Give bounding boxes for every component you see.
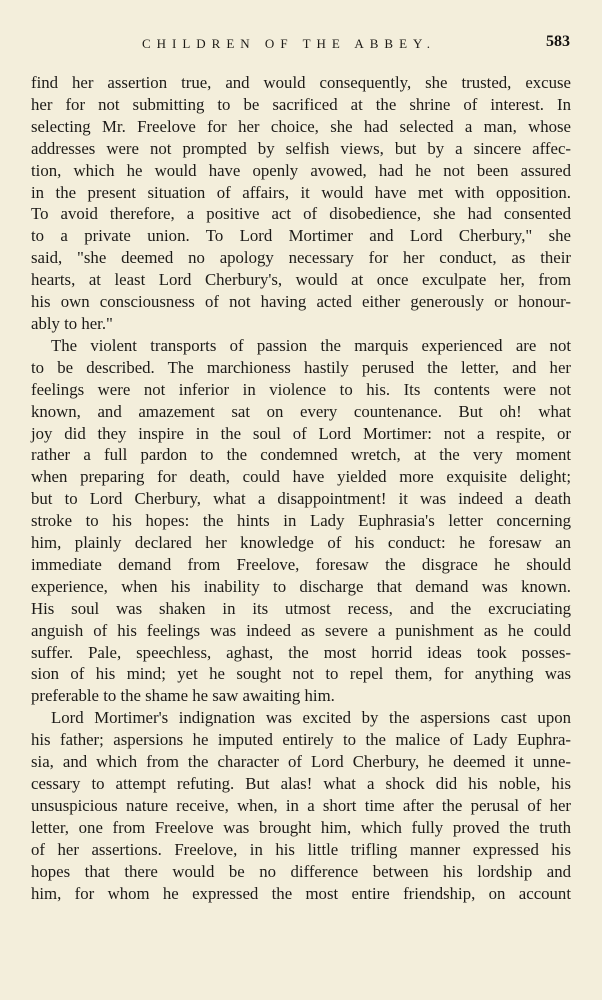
text-line: feelings were not inferior in violence to his. Its contents were not bbox=[31, 379, 571, 399]
text-line: him, plainly declared her knowledge of his conduct: he foresaw an bbox=[31, 533, 571, 553]
text-line: in the present situation of affairs, it would have met with opposition. bbox=[31, 182, 571, 202]
text-line: Lord Mortimer's indignation was excited by the aspersions cast upon bbox=[51, 708, 571, 728]
text-line: his father; aspersions he imputed entirely to the malice of Lady Euphra- bbox=[31, 730, 571, 750]
text-line: hearts, at least Lord Cherbury's, would at once exculpate her, from bbox=[31, 270, 571, 290]
text-line: experience, when his inability to discharge that demand was known. bbox=[31, 576, 571, 596]
text-line: stroke to his hopes: the hints in Lady Euphrasia's letter concerning bbox=[31, 511, 571, 531]
text-line: His soul was shaken in its utmost recess, and the excruciating bbox=[31, 598, 571, 618]
text-line: when preparing for death, could have yielded more exquisite delight; bbox=[31, 467, 571, 487]
text-line: sion of his mind; yet he sought not to repel them, for anything was bbox=[31, 664, 571, 684]
text-line: To avoid therefore, a positive act of disobedience, she had consented bbox=[31, 204, 571, 224]
text-line: ably to her." bbox=[31, 313, 113, 333]
text-line: addresses were not prompted by selfish views, but by a sincere affec- bbox=[31, 138, 571, 158]
running-title: CHILDREN OF THE ABBEY. bbox=[141, 36, 437, 51]
text-line: rather a full pardon to the condemned wretch, at the very moment bbox=[31, 445, 571, 465]
text-line: unsuspicious nature receive, when, in a short time after the perusal of her bbox=[31, 795, 571, 815]
text-line: his own consciousness of not having acted either generously or honour- bbox=[31, 292, 571, 312]
text-line: said, "she deemed no apology necessary for her conduct, as their bbox=[31, 248, 571, 268]
body-text bbox=[31, 72, 571, 904]
paragraph-1 bbox=[31, 72, 571, 335]
text-line: but to Lord Cherbury, what a disappointment! it was indeed a death bbox=[31, 489, 571, 509]
text-line: sia, and which from the character of Lord Cherbury, he deemed it unne- bbox=[31, 752, 571, 772]
text-line: hopes that there would be no difference between his lordship and bbox=[31, 861, 571, 881]
text-line: of her assertions. Freelove, in his little trifling manner expressed his bbox=[31, 839, 571, 859]
text-line: known, and amazement sat on every countenance. But oh! what bbox=[31, 401, 571, 421]
text-line: The violent transports of passion the marquis experienced are not bbox=[51, 335, 571, 355]
text-line: him, for whom he expressed the most entire friendship, on account bbox=[31, 883, 571, 903]
text-line: suffer. Pale, speechless, aghast, the most horrid ideas took posses- bbox=[31, 642, 571, 662]
text-line: anguish of his feelings was indeed as severe a punishment as he could bbox=[31, 620, 571, 640]
text-line: letter, one from Freelove was brought him, which fully proved the truth bbox=[31, 817, 571, 837]
text-line: cessary to attempt refuting. But alas! what a shock did his noble, his bbox=[31, 774, 571, 793]
text-line: to be described. The marchioness hastily perused the letter, and her bbox=[31, 357, 571, 377]
text-line: immediate demand from Freelove, foresaw the disgrace he should bbox=[31, 554, 571, 574]
text-line: preferable to the shame he saw awaiting him. bbox=[31, 686, 335, 706]
text-line: find her assertion true, and would consequently, she trusted, excuse bbox=[31, 73, 571, 92]
text-line: her for not submitting to be sacrificed at the shrine of interest. In bbox=[31, 94, 571, 114]
page-number: 583 bbox=[546, 33, 570, 50]
text-line: selecting Mr. Freelove for her choice, she had selected a man, whose bbox=[31, 116, 571, 136]
paragraph-2 bbox=[31, 335, 571, 707]
text-line: to a private union. To Lord Mortimer and Lord Cherbury," she bbox=[31, 226, 571, 246]
text-line: joy did they inspire in the soul of Lord Mortimer: not a respite, or bbox=[31, 423, 571, 443]
text-line: tion, which he would have openly avowed, had he not been assured bbox=[31, 160, 571, 180]
paragraph-3 bbox=[31, 707, 571, 904]
